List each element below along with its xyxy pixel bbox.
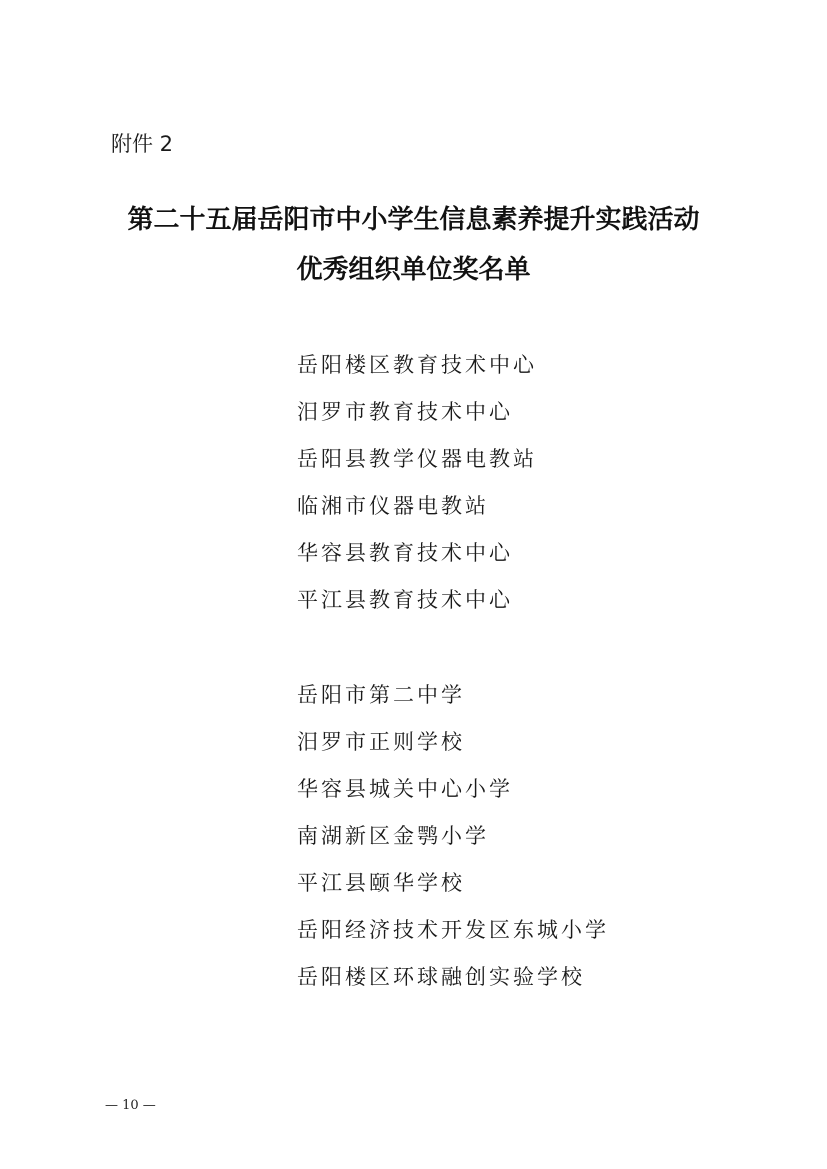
list-item: 华容县教育技术中心 bbox=[297, 541, 513, 565]
attachment-label: 附件 2 bbox=[111, 132, 174, 156]
list-item: 平江县教育技术中心 bbox=[297, 588, 513, 612]
organization-list-group-2 bbox=[297, 678, 609, 1007]
list-item: 汨罗市教育技术中心 bbox=[297, 400, 513, 424]
document-title-line-1: 第二十五届岳阳市中小学生信息素养提升实践活动 bbox=[127, 205, 700, 235]
list-item: 南湖新区金鹗小学 bbox=[297, 824, 489, 848]
list-item: 岳阳楼区教育技术中心 bbox=[297, 353, 537, 377]
organization-list-group-1 bbox=[297, 348, 537, 630]
list-item: 汨罗市正则学校 bbox=[297, 730, 465, 754]
document-title-line-2: 优秀组织单位奖名单 bbox=[296, 255, 531, 285]
list-item: 临湘市仪器电教站 bbox=[297, 494, 489, 518]
list-item: 岳阳县教学仪器电教站 bbox=[297, 447, 537, 471]
list-item: 平江县颐华学校 bbox=[297, 871, 465, 895]
page-number: — 10 — bbox=[105, 1098, 156, 1113]
list-item: 岳阳楼区环球融创实验学校 bbox=[297, 965, 585, 989]
list-item: 岳阳经济技术开发区东城小学 bbox=[297, 918, 609, 942]
list-item: 岳阳市第二中学 bbox=[297, 683, 465, 707]
list-item: 华容县城关中心小学 bbox=[297, 777, 513, 801]
